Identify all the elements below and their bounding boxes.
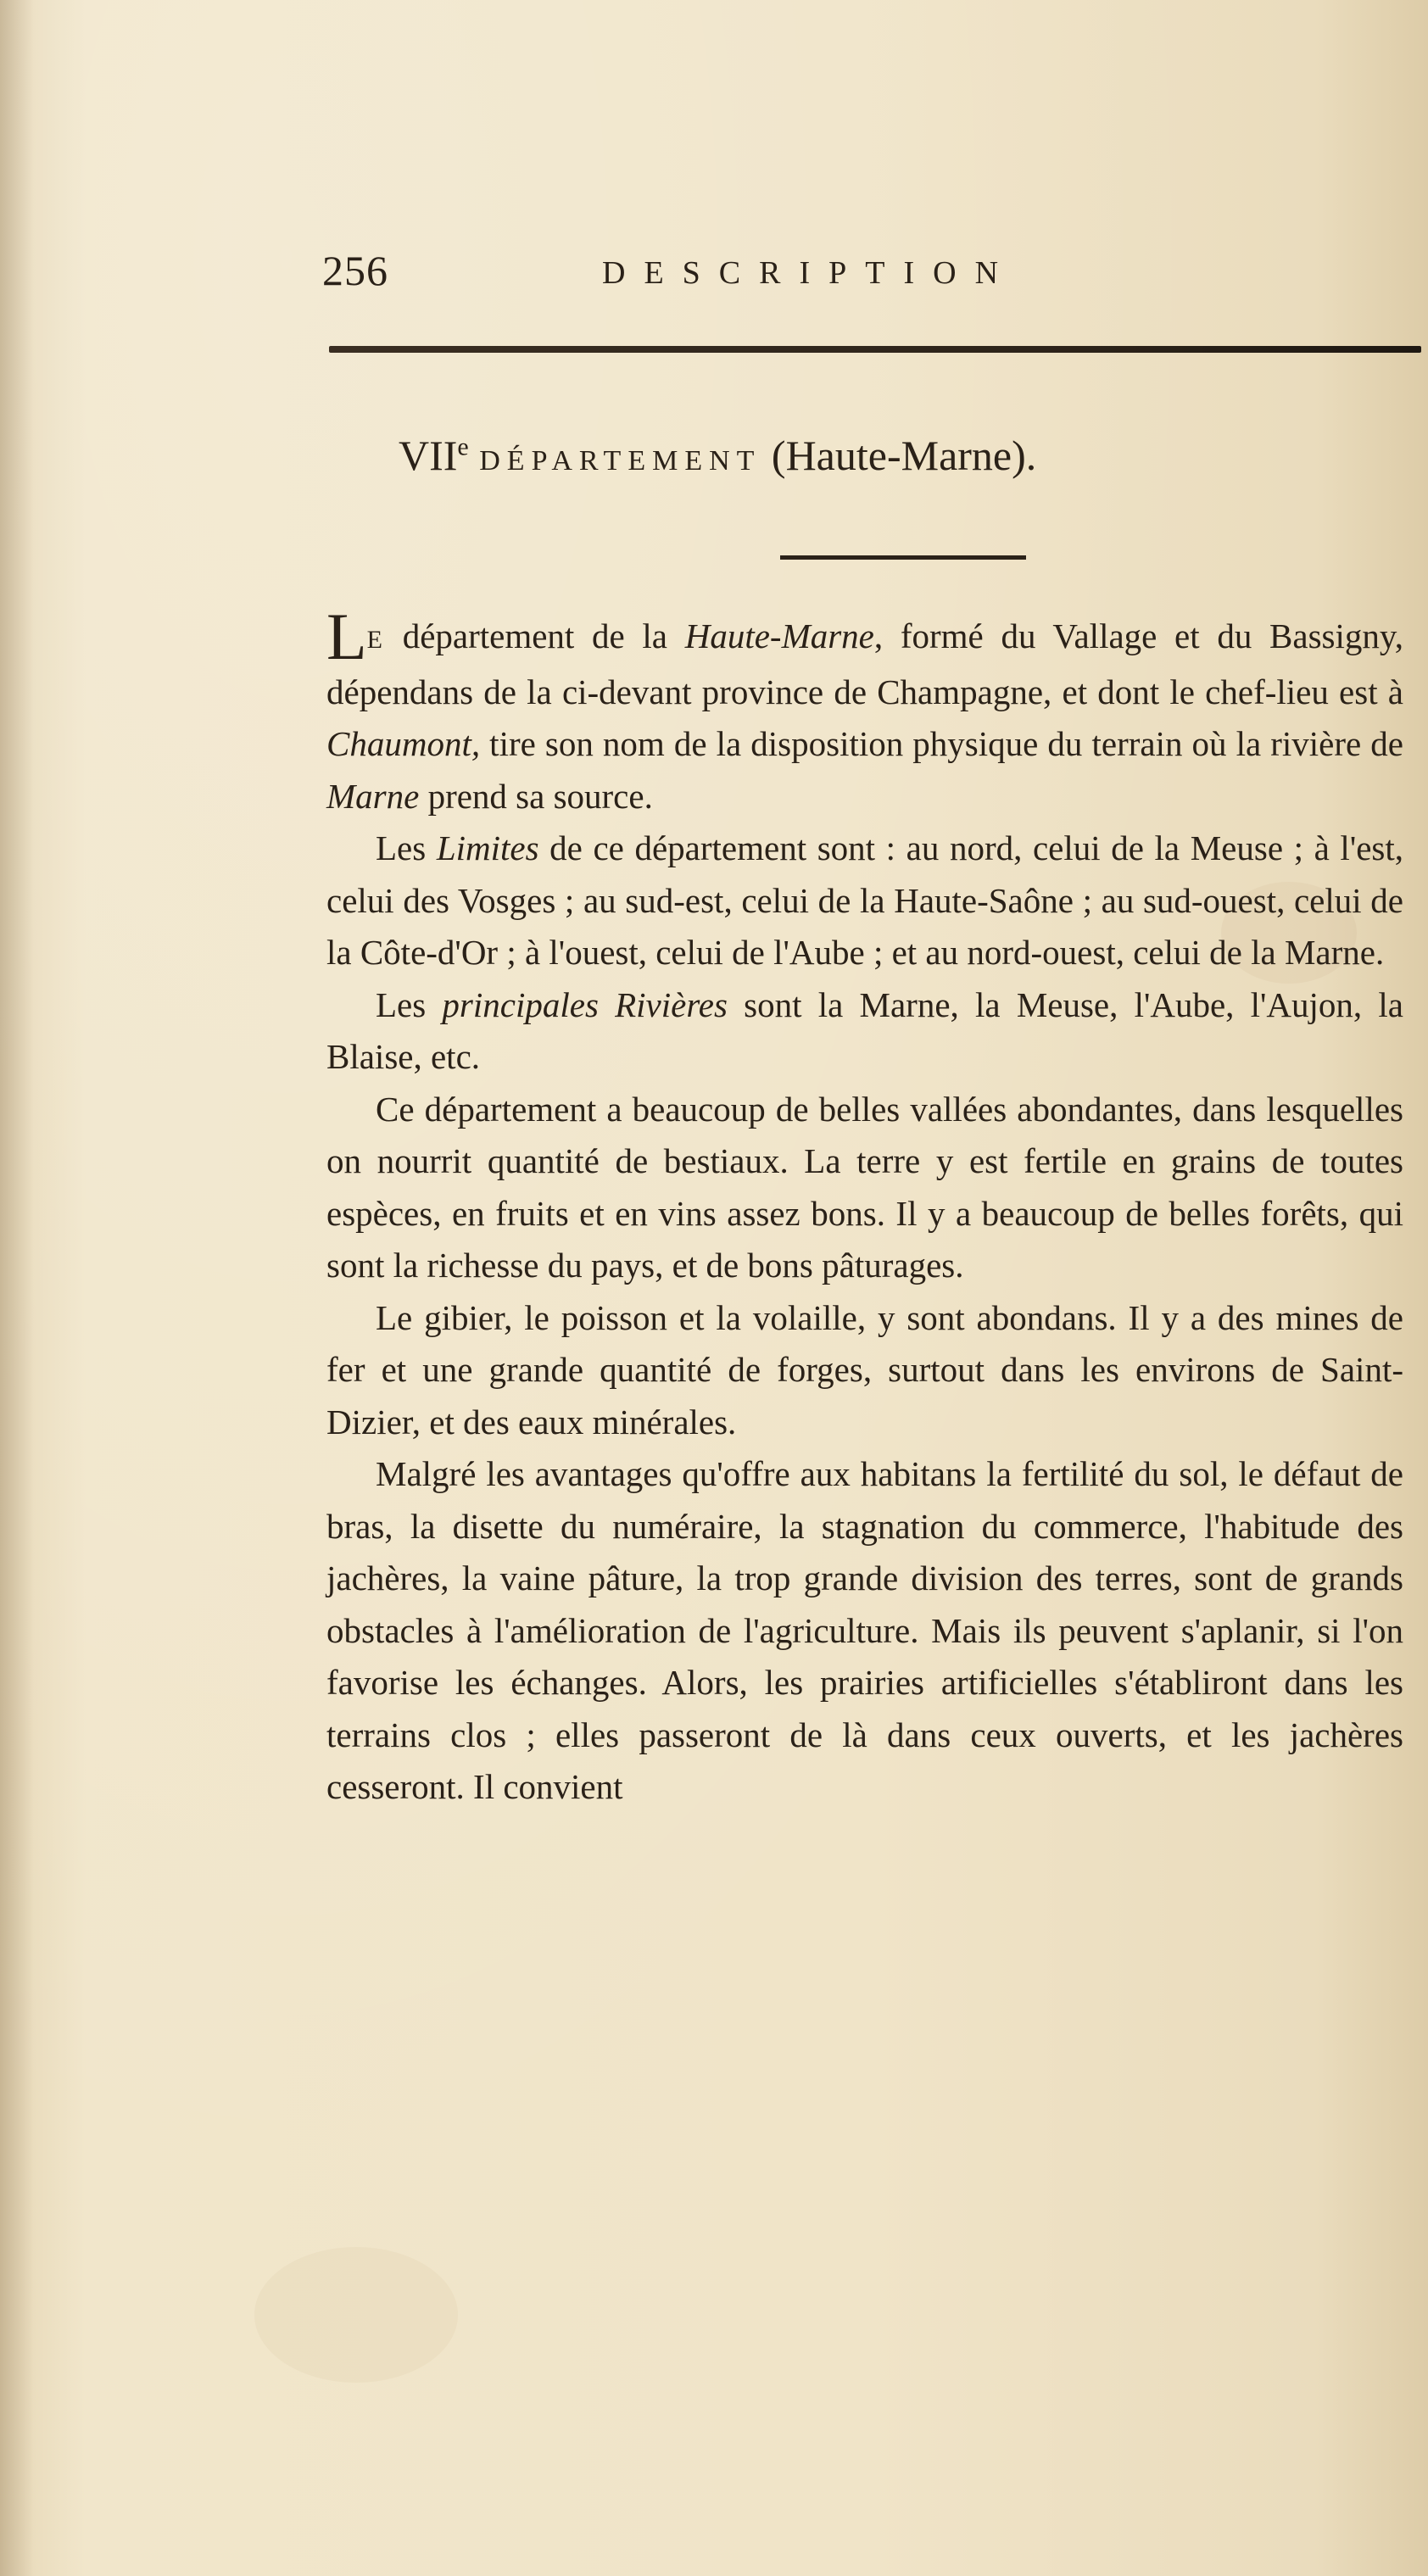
italic-text: principales Rivières <box>442 984 728 1024</box>
text-run: de ce département sont : au nord, celui de la Meuse ; à l'est, celui des Vosges ; au sud-est, celui de la Haute-Saône ; au sud-ouest, celui de la Côte-d'Or ; à l'ouest, celui de l'Aube ; et au nord-ouest, celui de la Marne. <box>326 828 1404 972</box>
running-title: DESCRIPTION <box>602 255 1018 291</box>
running-header <box>322 246 1425 297</box>
text-run: , formé du Vallage et du Bassigny, dépendans de la ci-devant province de Champagne, et dont le chef-lieu est à <box>326 616 1403 711</box>
header-rule <box>329 346 1421 353</box>
heading-superscript: e <box>457 432 469 461</box>
text-run: tire son nom de la disposition physique du terrain où la rivière de <box>480 724 1403 763</box>
italic-text: Chaumont, <box>326 724 481 763</box>
heading-name: (Haute-Marne). <box>761 432 1037 479</box>
drop-cap: L <box>326 599 367 673</box>
paragraph <box>326 1084 1403 1292</box>
text-run: Le gibier, le poisson et la volaille, y sont abondans. Il y a des mines de fer et une grande quantité de forges, surtout dans les environs de Saint-Dizier, et des eaux minérales. <box>326 1297 1403 1441</box>
section-heading <box>399 431 1416 480</box>
heading-numeral: VII <box>399 432 458 479</box>
paragraph <box>326 599 1403 822</box>
text-run: sont la Marne, la Meuse, l'Aube, l'Aujon, la Blaise, etc. <box>326 984 1403 1076</box>
italic-text: Marne <box>326 776 420 816</box>
page-gutter-shadow <box>0 0 34 2576</box>
italic-text: Haute-Marne <box>684 616 874 655</box>
text-run: prend sa source. <box>419 776 653 816</box>
text-run: Ce département a beaucoup de belles vallées abondantes, dans lesquelles on nourrit quantité de bestiaux. La terre y est fertile en grains de toutes espèces, en fruits et en vins assez bons. Il y a beaucoup de belles forêts, qui sont la richesse du pays, et de bons pâturages. <box>326 1089 1403 1285</box>
section-rule <box>780 555 1026 560</box>
paper-stain <box>254 2247 458 2383</box>
text-run: département de la <box>384 616 685 655</box>
paragraph <box>326 979 1403 1084</box>
small-caps-letter: E <box>366 626 385 654</box>
heading-label: DÉPARTEMENT <box>479 445 761 477</box>
page-number: 256 <box>322 247 388 294</box>
text-run: Malgré les avantages qu'offre aux habitans la fertilité du sol, le défaut de bras, la disette du numéraire, la stagnation du commerce, l'habitude des jachères, la vaine pâture, la trop grande division des terres, sont de grands obstacles à l'amélioration de l'agriculture. Mais ils peuvent s'aplanir, si l'on favorise les échanges. Alors, les prairies artificielles s'établiront dans les terrains clos ; elles passeront de là dans ceux ouverts, et les jachères cesseront. Il convient <box>326 1454 1403 1806</box>
paragraph <box>326 822 1403 979</box>
text-run: Les <box>376 984 443 1024</box>
text-run: Les <box>376 828 437 867</box>
body-text <box>326 599 1404 1814</box>
italic-text: Limites <box>436 828 539 867</box>
paragraph <box>326 1292 1403 1449</box>
paragraph <box>326 1448 1403 1814</box>
